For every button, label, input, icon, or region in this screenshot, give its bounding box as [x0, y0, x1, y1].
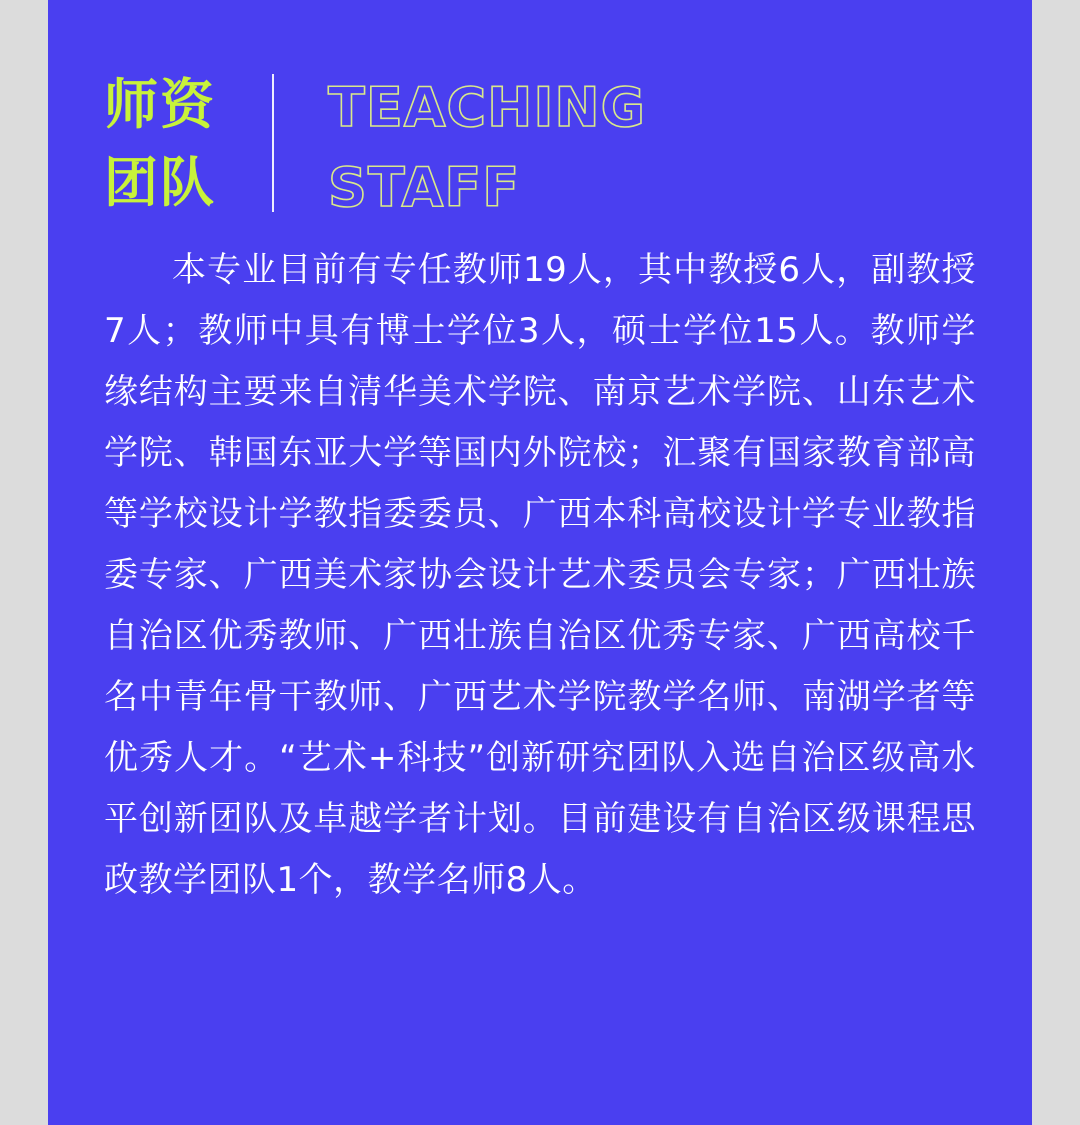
content-panel [48, 0, 1032, 1125]
section-title-english-line2: STAFF [328, 156, 521, 219]
staff-description-paragraph: 本专业目前有专任教师19人，其中教授6人，副教授7人；教师中具有博士学位3人，硕士学位15人。教师学缘结构主要来自清华美术学院、南京艺术学院、山东艺术学院、韩国东亚大学等国内外院校；汇聚有国家教育部高等学校设计学教指委委员、广西本科高校设计学专业教指委专家、广西美术家协会设计艺术委员会专家；广西壮族自治区优秀教师、广西壮族自治区优秀专家、广西高校千名中青年骨干教师、广西艺术学院教学名师、南湖学者等优秀人才。“艺术+科技”创新研究团队入选自治区级高水平创新团队及卓越学者计划。目前建设有自治区级课程思政教学团队1个，教学名师8人。 [104, 250, 976, 900]
section-title-english [328, 68, 646, 228]
section-title-chinese-line2: 团队 [104, 151, 216, 214]
section-title-english-line1: TEACHING [328, 76, 646, 139]
title-divider [272, 74, 274, 212]
section-title-chinese [104, 66, 234, 222]
section-title-chinese-line1: 师资 [104, 73, 216, 136]
